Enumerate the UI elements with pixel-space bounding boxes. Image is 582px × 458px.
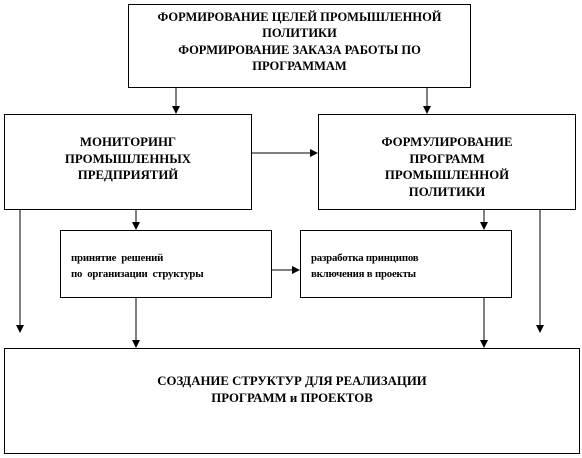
monitoring-line-1: МОНИТОРИНГ <box>79 135 177 149</box>
decisions-line-2: по организации структуры <box>71 267 204 280</box>
structures-line-2: ПРОГРАММ и ПРОЕКТОВ <box>211 390 373 405</box>
goals-line-3: ФОРМИРОВАНИЕ ЗАКАЗА РАБОТЫ ПО <box>178 42 421 57</box>
goals-line-2: ПОЛИТИКИ <box>262 26 337 41</box>
formulation-line-3: ПРОМЫШЛЕННОЙ <box>384 168 510 183</box>
formulation-box <box>318 114 576 210</box>
formulation-line-4: ПОЛИТИКИ <box>408 184 486 199</box>
formulation-line-1: ФОРМУЛИРОВАНИЕ <box>381 135 513 149</box>
goals-box <box>128 4 471 88</box>
decisions-line-1: принятие решений <box>71 252 164 264</box>
monitoring-box <box>4 114 252 210</box>
principles-box <box>300 230 512 298</box>
structures-line-1: СОЗДАНИЕ СТРУКТУР ДЛЯ РЕАЛИЗАЦИИ <box>157 374 427 388</box>
formulation-line-2: ПРОГРАММ <box>409 151 485 166</box>
goals-line-1: ФОРМИРОВАНИЕ ЦЕЛЕЙ ПРОМЫШЛЕННОЙ <box>157 10 442 24</box>
monitoring-line-3: ПРЕДПРИЯТИЙ <box>77 168 179 183</box>
principles-line-1: разработка принципов <box>311 252 419 264</box>
principles-line-2: включения в проекты <box>311 267 416 280</box>
decisions-box <box>60 230 272 298</box>
structures-box <box>4 348 580 454</box>
goals-line-4: ПРОГРАММАМ <box>252 58 347 73</box>
monitoring-line-2: ПРОМЫШЛЕННЫХ <box>64 151 192 166</box>
